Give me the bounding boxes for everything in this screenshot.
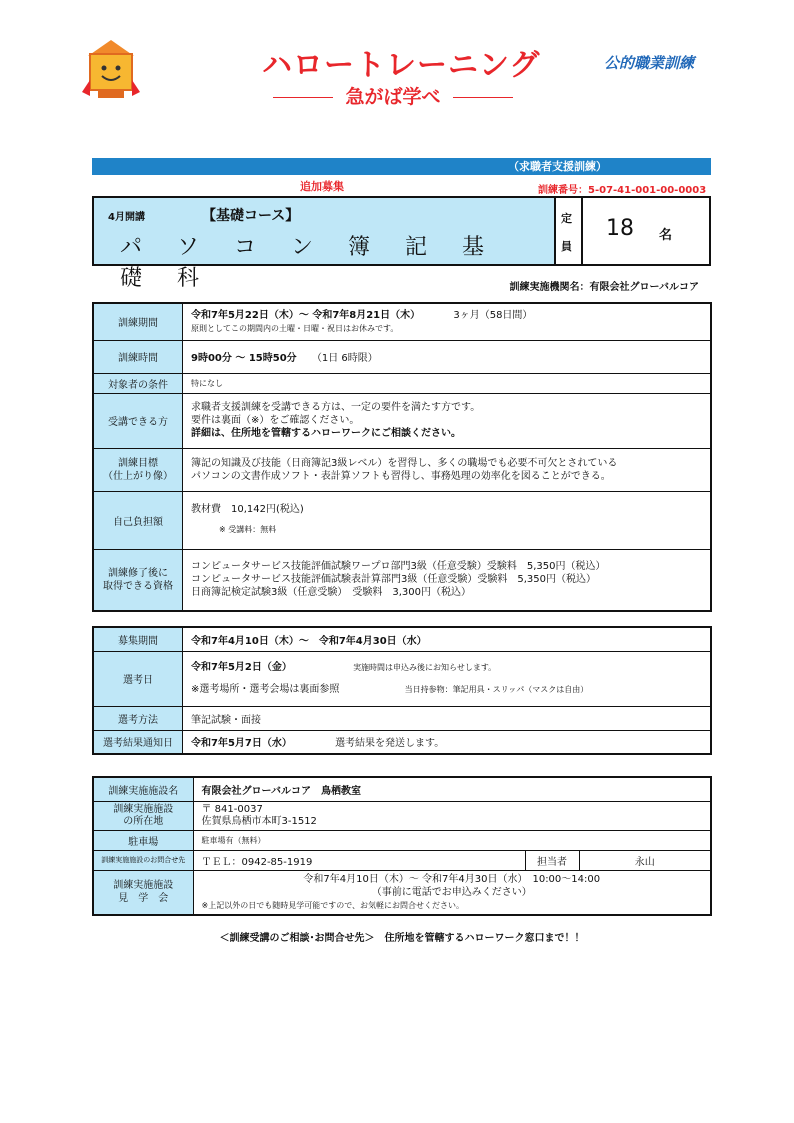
method-value: 筆記試験・面接 [183,706,712,730]
period-value: 令和7年5月22日（木）～ 令和7年8月21日（木） [191,309,421,321]
additional-recruit-label: 追加募集 [300,180,344,193]
eligibility-line2: 要件は裏面（※）をご確認ください。 [191,415,360,426]
parking-label: 駐車場 [93,830,193,850]
selection-date-value: 令和7年5月2日（金） [191,661,292,673]
qualifications-line2: コンピュータサービス技能評価試験表計算部門3級（任意受験）受験料 5,350円（税込） [191,574,596,586]
facility-name-label: 訓練実施施設名 [93,777,193,801]
time-note: （1日 6時限） [311,353,378,364]
course-name: パ ソ コ ン 簿 記 基 礎 科 [120,235,498,291]
address-street: 佐賀県鳥栖市本町3-1512 [201,815,317,827]
notice-value: 令和7年5月7日（水） [191,738,292,750]
table-row [93,340,711,373]
address-label-2: の所在地 [123,815,164,827]
table-row [93,549,711,611]
visit-line1: 令和7年4月10日（木）～ 令和7年4月30日（水） 10:00～14:00 [303,873,601,885]
table-row [93,777,711,801]
cost-line2: ※ 受講料：無料 [219,525,277,534]
eligibility-line3: 詳細は、住所地を管轄するハローワークにご相談ください。 [191,428,461,439]
eligibility-label: 受講できる方 [93,393,183,448]
selection-venue: ※選考場所・選考会場は裏面参照 [191,683,340,695]
address-label-1: 訓練実施施設 [113,803,174,815]
course-number: 訓練番号：5-07-41-001-00-0003 [538,185,707,196]
selection-date-note: 実施時間は申込み後にお知らせします。 [353,662,497,672]
selection-items: 当日持参物：筆記用具・スリッパ（マスクは自由） [404,684,589,694]
contact-person-label: 担当者 [525,850,579,870]
table-row [93,393,711,448]
table-row [93,491,711,549]
recruit-table [92,626,712,755]
footer-contact: ＜訓練受講のご相談･お問合せ先＞ 住所地を管轄するハローワーク窓口まで！！ [219,933,585,944]
period-note: 原則としてこの期間内の土曜・日曜・祝日はお休みです。 [191,323,399,333]
capacity-label-2: 員 [561,240,572,253]
table-row [93,801,711,830]
course-title-area [94,198,554,291]
training-info-table [92,302,712,612]
qualifications-line1: コンピュータサービス技能評価試験ワープロ部門3級（任意受験）受験料 5,350円（税込） [191,561,606,573]
institution-name: 訓練実施機関名：有限会社グローバルコア [509,282,699,293]
qualifications-label-2: 取得できる資格 [103,580,173,592]
contact-label: 訓練実施施設のお問合せ先 [93,850,193,870]
notice-label: 選考結果通知日 [93,730,183,754]
method-label: 選考方法 [93,706,183,730]
type-label: （求職者支援訓練） [508,160,607,173]
goal-line1: 簿記の知識及び技能（日商簿記3級レベル）を習得し、多くの職場でも必要不可欠とされている [191,457,618,469]
qualifications-line3: 日商簿記検定試験3級（任意受験） 受験料 3,300円（税込） [191,587,471,599]
capacity-value: 18 [606,216,634,241]
contact-tel: ＴＥＬ：0942-85-1919 [193,850,525,870]
address-postal: 〒 841-0037 [201,803,263,815]
tagline [262,82,524,109]
table-row [93,830,711,850]
target-value: 特になし [183,373,712,393]
table-row [93,850,711,870]
notice-note: 選考結果を発送します。 [335,738,445,750]
facility-name-value: 有限会社グローバルコア 鳥栖教室 [193,777,711,801]
facility-table [92,776,712,916]
visit-label-1: 訓練実施施設 [113,880,174,891]
recruit-period-label: 募集期間 [93,627,183,651]
table-row [93,373,711,393]
selection-date-label: 選考日 [93,651,183,706]
goal-label-1: 訓練目標 [118,457,158,469]
table-row [93,303,711,340]
time-value: 9時00分 ～ 15時50分 [191,353,297,364]
recruit-period-value: 令和7年4月10日（木）～ 令和7年4月30日（水） [183,627,712,651]
mascot-logo-icon [80,36,142,104]
tagline-text: 急がば学べ [345,86,441,108]
target-label: 対象者の条件 [93,373,183,393]
cost-line1: 教材費 10,142円(税込) [191,504,304,515]
period-label: 訓練期間 [93,303,183,340]
qualifications-label-1: 訓練修了後に [108,567,168,579]
visit-note: ※上記以外の日でも随時見学可能ですので、お気軽にお問合せください。 [201,900,465,910]
public-training-label: 公的職業訓練 [604,54,695,72]
table-row [93,627,711,651]
period-duration: 3ヶ月（58日間） [453,309,533,321]
parking-value: 駐車場有（無料） [193,830,711,850]
table-row [93,448,711,491]
visit-label-2: 見 学 会 [118,893,169,904]
table-row [93,730,711,754]
course-level: 【基礎コース】 [202,208,300,224]
cost-label: 自己負担額 [93,491,183,549]
brand-logo-text: ハロートレーニング [262,48,541,83]
capacity-unit: 名 [659,228,673,243]
table-row [93,706,711,730]
capacity-label-1: 定 [561,212,572,225]
table-row [93,651,711,706]
visit-line2: （事前に電話でお申込みください） [371,886,532,898]
type-bar [92,158,711,175]
contact-person: 永山 [579,850,711,870]
open-month: 4月開講 [108,212,145,223]
eligibility-line1: 求職者支援訓練を受講できる方は、一定の要件を満たす方です。 [191,402,481,413]
table-row [93,870,711,915]
time-label: 訓練時間 [93,340,183,373]
goal-label-2: （仕上がり像） [103,470,173,482]
goal-line2: パソコンの文書作成ソフト・表計算ソフトも習得し、事務処理の効率化を図ることができる。 [191,470,611,482]
